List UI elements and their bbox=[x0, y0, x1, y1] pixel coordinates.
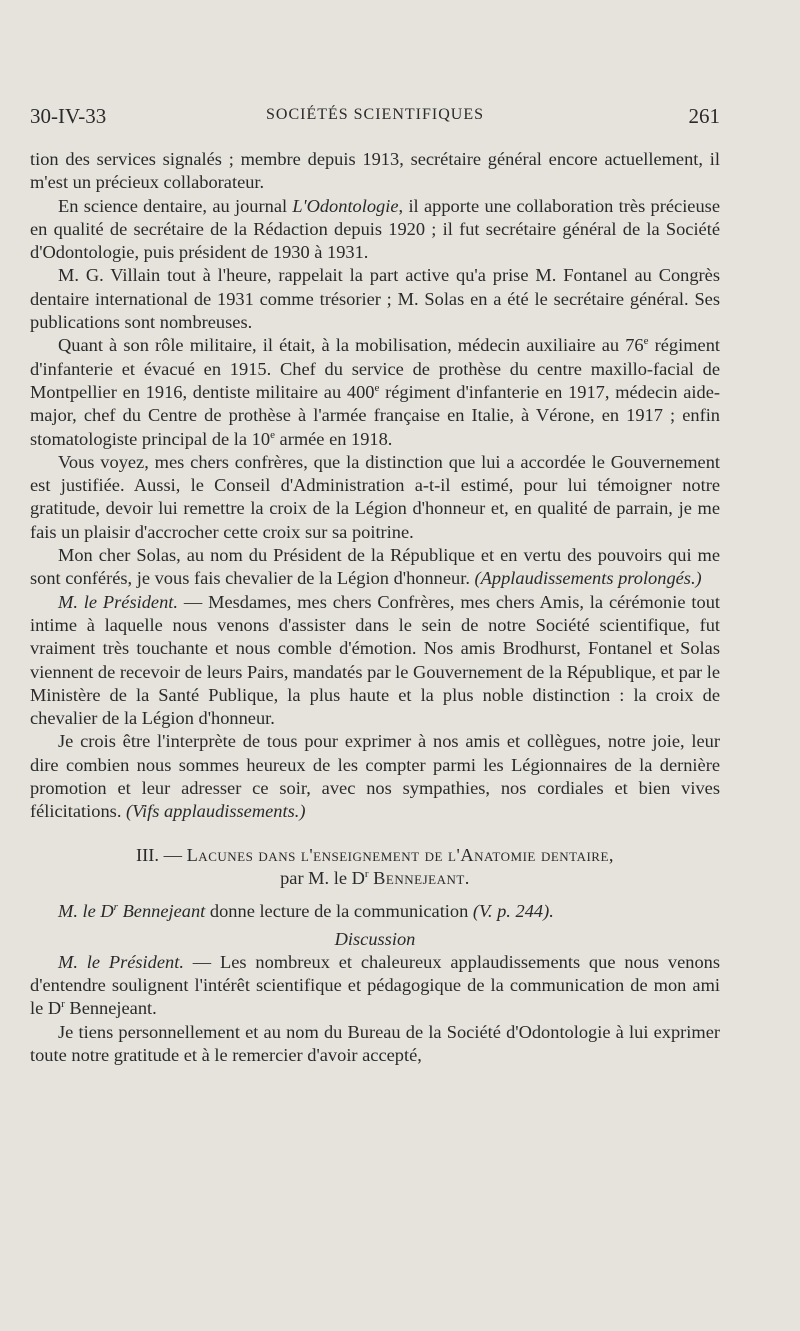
section-author: Bennejeant. bbox=[373, 867, 470, 888]
paragraph-1: tion des services signalés ; membre depuis 1913, secrétaire général encore actuellement, il m'est un précieux collaborateur. bbox=[30, 149, 720, 193]
running-title: SOCIÉTÉS SCIENTIFIQUES bbox=[265, 106, 484, 123]
paragraph-3: M. G. Villain tout à l'heure, rappelait la part active qu'a prise M. Fontanel au Congrès dentaire international de 1931 comme trésorier ; M. Solas en a été le secrétaire général. Ses publications sont nombreuses. bbox=[30, 265, 720, 333]
reading-note: M. le $D^r$ Bennejeant donne lecture de la communication (V. p. 244). bbox=[58, 901, 554, 922]
header-date: 30-IV-33 bbox=[30, 104, 107, 128]
section-number: III. — bbox=[136, 844, 182, 865]
discussion-heading: Discussion bbox=[334, 928, 416, 949]
page-reference: (V. p. 244). bbox=[472, 901, 554, 922]
paragraph-4: Quant à son rôle militaire, il était, à la mobilisation, médecin auxiliaire au 76e régiment d'infanterie et évacué en 1915. Chef du service de prothèse du centre maxillo-facial de Montpellier en 1916, dentiste militaire au 400e régiment d'infanterie en 1917, médecin aide-major, chef du Centre de prothèse à l'armée française en Italie, à Vérone, en 1917 ; enfin stomatologiste principal de la 10e armée en 1918. bbox=[30, 335, 720, 449]
applause-note-2: (Vifs applaudissements.) bbox=[126, 801, 306, 822]
speaker-name: M. le Président. bbox=[58, 591, 178, 612]
page-header bbox=[30, 104, 720, 134]
section-author-prefix: par M. le D bbox=[280, 867, 365, 888]
paragraph-10: Je tiens personnellement et au nom du Bureau de la Société d'Odontologie à lui exprimer toute notre gratitude et à le remercier d'avoir accepté, bbox=[30, 1021, 720, 1065]
journal-name: L'Odontologie bbox=[292, 195, 399, 216]
page-body bbox=[30, 148, 720, 1067]
paragraph-6: Mon cher Solas, au nom du Président de la République et en vertu des pouvoirs qui me sont conférés, je vous fais chevalier de la Légion d'honneur. (Applaudissements prolongés.) bbox=[30, 545, 720, 589]
speaker-name-2: M. le Président. bbox=[58, 951, 184, 972]
applause-note: (Applaudissements prolongés.) bbox=[474, 568, 702, 589]
paragraph-7: M. le Président. — Mesdames, mes chers Confrères, mes chers Amis, la cérémonie tout intime à laquelle nous venons d'assister dans le sein de notre Société scientifique, fut vraiment très touchante et nous comble d'émotion. Nos amis Brodhurst, Fontanel et Solas viennent de recevoir de leurs Pairs, mandatés par le Gouvernement de la République, et par le Ministère de la Santé Publique, la plus haute et la plus noble distinction : la croix de chevalier de la Légion d'honneur. bbox=[30, 591, 720, 729]
paragraph-2: En science dentaire, au journal L'Odontologie, il apporte une collaboration très précieuse en qualité de secrétaire de la Rédaction depuis 1920 ; il fut secrétaire général de la Société d'Odontologie, puis président de 1930 à 1931. bbox=[30, 195, 720, 263]
section-title: III. — Lacunes dans l'enseignement de l'Anatomie dentaire, par M. le $D^r$ Bennejeant. bbox=[136, 844, 614, 888]
page-number: 261 bbox=[688, 104, 720, 128]
section-heading: Lacunes dans l'enseignement de l'Anatomie dentaire, bbox=[186, 844, 614, 865]
paragraph-5: Vous voyez, mes chers confrères, que la distinction que lui a accordée le Gouvernement est justifiée. Aussi, le Conseil d'Administration a-t-il estimé, pour lui témoigner notre gratitude, devoir lui remettre la croix de la Légion d'honneur et, en qualité de parrain, je me fais un plaisir d'accrocher cette croix sur sa poitrine. bbox=[30, 451, 720, 542]
paragraph-9: M. le Président. — Les nombreux et chaleureux applaudissements que nous venons d'entendre soulignent l'intérêt scientifique et pédagogique de la communication de mon ami le $D^r$ Bennejeant. bbox=[30, 951, 720, 1019]
paragraph-8: Je crois être l'interprète de tous pour exprimer à nos amis et collègues, notre joie, leur dire combien nous sommes heureux de les compter parmi les Légionnaires de la dernière promotion et leur adresser ce soir, avec nos sympathies, nos cordiales et bien vives félicitations. (Vifs applaudissements.) bbox=[30, 731, 720, 822]
